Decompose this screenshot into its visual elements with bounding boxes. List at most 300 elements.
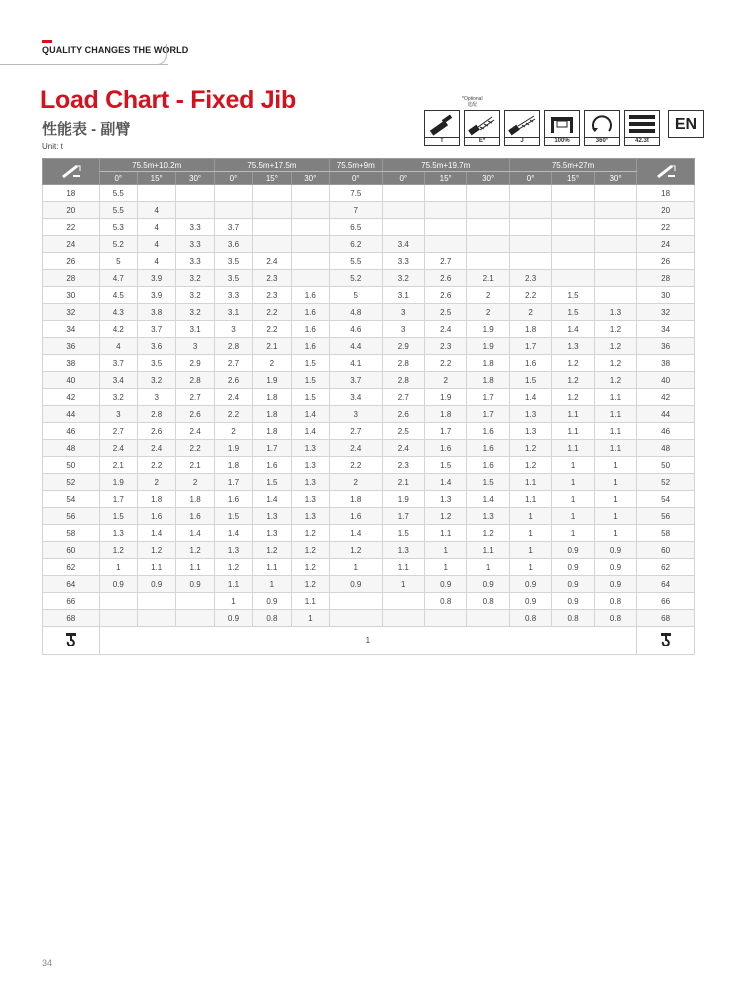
radius-cell: 38 [43,355,100,372]
load-cell [424,202,466,219]
load-cell: 1.5 [509,372,551,389]
table-row [43,270,695,287]
load-cell: 2.1 [382,474,424,491]
radius-cell: 28 [637,270,695,287]
load-cell: 1.6 [137,508,175,525]
load-cell: 2.7 [330,423,383,440]
telescopic-icon [424,110,460,146]
load-cell: 1.4 [552,321,594,338]
load-cell [291,185,329,202]
load-cell [509,219,551,236]
load-cell: 0.9 [509,593,551,610]
load-cell: 3.1 [176,321,214,338]
load-cell [424,185,466,202]
radius-cell: 66 [637,593,695,610]
page-subtitle: 性能表 - 副臂 [42,121,131,138]
table-row [43,236,695,253]
jib-icon [504,110,540,146]
load-cell: 2.4 [214,389,252,406]
header-divider [0,64,168,65]
load-cell: 1.6 [330,508,383,525]
radius-cell: 64 [637,576,695,593]
hook-icon [43,627,100,655]
load-cell: 2.6 [424,287,466,304]
load-cell: 3.6 [214,236,252,253]
outrigger-icon [544,110,580,146]
load-cell: 1 [552,508,594,525]
load-cell: 1 [552,474,594,491]
load-cell: 2.2 [214,406,252,423]
load-cell: 1 [552,525,594,542]
load-cell: 1.4 [291,423,329,440]
load-cell [467,219,509,236]
load-cell: 2.2 [330,457,383,474]
load-cell: 1.7 [253,440,291,457]
table-row [43,525,695,542]
load-cell: 3 [382,321,424,338]
icon-label: 360° [584,137,620,146]
radius-cell: 36 [637,338,695,355]
load-cell: 1.2 [552,372,594,389]
table-row [43,304,695,321]
load-cell: 0.9 [253,593,291,610]
table-row [43,253,695,270]
load-cell [382,185,424,202]
table-row [43,287,695,304]
load-cell: 1.2 [552,355,594,372]
load-cell: 1 [214,593,252,610]
load-cell: 0.8 [509,610,551,627]
load-cell [509,185,551,202]
load-chart-table [42,158,695,655]
load-cell [594,185,636,202]
load-cell: 3.3 [382,253,424,270]
load-cell [552,219,594,236]
load-cell: 1.2 [253,542,291,559]
load-cell: 1.6 [176,508,214,525]
load-cell: 2.2 [137,457,175,474]
radius-cell: 30 [43,287,100,304]
angle-header: 30° [467,172,509,185]
radius-cell: 58 [637,525,695,542]
load-cell: 3.7 [99,355,137,372]
table-row [43,474,695,491]
angle-header: 15° [253,172,291,185]
table-row [43,406,695,423]
load-cell: 1 [509,542,551,559]
table-row [43,423,695,440]
load-cell: 1.8 [424,406,466,423]
load-cell: 0.8 [253,610,291,627]
load-cell: 1.1 [176,559,214,576]
angle-header: 0° [99,172,137,185]
load-cell: 1.4 [467,491,509,508]
table-row [43,185,695,202]
load-cell: 1.2 [594,372,636,389]
load-cell: 3 [176,338,214,355]
load-cell: 2.2 [424,355,466,372]
radius-cell: 58 [43,525,100,542]
load-cell: 2.4 [330,440,383,457]
load-cell: 1.5 [291,372,329,389]
load-cell: 1.1 [382,559,424,576]
load-cell: 2 [509,304,551,321]
rotation-icon [584,110,620,146]
load-cell: 3.2 [382,270,424,287]
load-cell: 0.9 [467,576,509,593]
load-cell: 1.3 [214,542,252,559]
load-cell: 0.9 [594,576,636,593]
load-cell [467,610,509,627]
table-row [43,389,695,406]
load-cell: 3.4 [330,389,383,406]
load-cell: 1.3 [467,508,509,525]
load-cell: 0.9 [424,576,466,593]
load-cell [509,202,551,219]
load-cell: 1.1 [552,440,594,457]
load-cell: 1.9 [424,389,466,406]
radius-cell: 46 [637,423,695,440]
table-row [43,542,695,559]
page-title: Load Chart - Fixed Jib [40,86,296,114]
table-row [43,576,695,593]
load-cell: 2.3 [509,270,551,287]
table-row [43,338,695,355]
load-cell: 1.4 [509,389,551,406]
radius-cell: 44 [637,406,695,423]
load-cell: 2.7 [99,423,137,440]
radius-cell: 60 [637,542,695,559]
load-cell [594,236,636,253]
angle-header: 30° [176,172,214,185]
load-cell: 1 [594,474,636,491]
group-header: 75.5m+9m [330,159,383,172]
group-header: 75.5m+10.2m [99,159,214,172]
load-cell [509,253,551,270]
load-cell: 3 [99,406,137,423]
optional-note [462,96,483,108]
load-cell: 2 [467,304,509,321]
load-cell: 1.7 [424,423,466,440]
counterweight-icon [624,110,660,146]
angle-header: 15° [552,172,594,185]
load-cell: 7 [330,202,383,219]
load-cell: 0.8 [594,610,636,627]
load-cell: 2.3 [253,270,291,287]
load-cell [137,185,175,202]
load-cell: 2.7 [424,253,466,270]
load-cell: 1.5 [99,508,137,525]
load-cell: 0.9 [594,542,636,559]
load-cell [137,610,175,627]
radius-cell: 62 [43,559,100,576]
radius-cell: 62 [637,559,695,576]
load-cell: 3.4 [382,236,424,253]
load-cell: 1.3 [509,406,551,423]
radius-cell: 18 [43,185,100,202]
load-cell: 1.6 [214,491,252,508]
load-cell: 2 [176,474,214,491]
load-cell: 1.2 [594,338,636,355]
boom-radius-icon [655,163,677,179]
load-cell: 1.4 [291,406,329,423]
load-cell: 1.6 [291,338,329,355]
load-cell [330,610,383,627]
load-cell: 3.3 [176,219,214,236]
radius-cell: 40 [637,372,695,389]
load-cell: 1.3 [382,542,424,559]
radius-cell: 52 [43,474,100,491]
load-cell: 3.8 [137,304,175,321]
load-cell: 1.3 [594,304,636,321]
load-cell [594,219,636,236]
load-cell [552,270,594,287]
icon-label: J [504,137,540,146]
brand-slogan: QUALITY CHANGES THE WORLD [42,45,189,55]
load-cell [253,185,291,202]
load-cell: 3.9 [137,270,175,287]
radius-cell: 44 [43,406,100,423]
load-cell: 4.6 [330,321,383,338]
load-cell: 1.2 [594,355,636,372]
load-cell [253,236,291,253]
load-cell: 3 [382,304,424,321]
load-cell [253,219,291,236]
load-cell: 1.1 [137,559,175,576]
load-cell: 2 [137,474,175,491]
load-cell: 1.2 [291,559,329,576]
load-cell [467,185,509,202]
load-cell: 3.2 [99,389,137,406]
load-cell: 2.3 [382,457,424,474]
load-cell: 2.6 [137,423,175,440]
load-cell [382,610,424,627]
load-cell [424,219,466,236]
load-cell: 2.1 [176,457,214,474]
load-cell: 2 [214,423,252,440]
table-row [43,593,695,610]
load-cell: 3.5 [214,270,252,287]
load-cell: 1.1 [291,593,329,610]
load-cell: 0.9 [330,576,383,593]
radius-cell: 18 [637,185,695,202]
load-cell: 0.9 [552,559,594,576]
table-row [43,491,695,508]
load-cell: 3.7 [330,372,383,389]
load-cell: 1.4 [214,525,252,542]
load-cell: 2.9 [382,338,424,355]
load-cell [467,236,509,253]
header-divider-curve [148,44,167,65]
radius-cell: 52 [637,474,695,491]
table-row [43,355,695,372]
load-cell: 5.5 [330,253,383,270]
load-cell: 0.9 [176,576,214,593]
load-cell: 0.9 [552,542,594,559]
angle-header: 30° [291,172,329,185]
load-cell: 4 [99,338,137,355]
load-cell: 1 [253,576,291,593]
load-cell [552,202,594,219]
load-cell [176,202,214,219]
angle-header: 0° [382,172,424,185]
load-cell: 1.2 [137,542,175,559]
load-cell: 1 [467,559,509,576]
load-cell: 1.3 [291,440,329,457]
load-cell: 3.3 [176,236,214,253]
load-cell: 1.6 [467,423,509,440]
table-row [43,219,695,236]
load-cell: 3.3 [214,287,252,304]
load-cell: 1.6 [467,457,509,474]
load-cell: 1.8 [509,321,551,338]
load-cell: 0.9 [137,576,175,593]
radius-cell: 60 [43,542,100,559]
load-cell: 1.7 [214,474,252,491]
radius-cell: 50 [637,457,695,474]
load-cell [330,593,383,610]
load-cell [382,593,424,610]
load-cell: 1 [594,525,636,542]
load-cell [594,287,636,304]
config-icons [424,110,704,146]
load-cell: 2.4 [253,253,291,270]
radius-cell: 38 [637,355,695,372]
load-cell: 1.5 [552,287,594,304]
load-cell: 2 [253,355,291,372]
load-cell: 2.7 [214,355,252,372]
load-cell [137,593,175,610]
load-cell: 0.9 [509,576,551,593]
load-cell: 1.7 [467,389,509,406]
load-cell: 2.5 [382,423,424,440]
load-cell [253,202,291,219]
load-cell: 1 [330,559,383,576]
load-cell: 2 [467,287,509,304]
load-cell: 2 [424,372,466,389]
radius-cell: 30 [637,287,695,304]
angle-header: 15° [137,172,175,185]
load-cell: 2.5 [424,304,466,321]
load-cell: 1 [424,559,466,576]
load-cell: 1.7 [509,338,551,355]
load-cell: 0.9 [214,610,252,627]
group-header-row [43,159,695,172]
load-cell: 2.3 [253,287,291,304]
radius-cell: 34 [637,321,695,338]
load-cell: 2.6 [382,406,424,423]
load-cell: 1.2 [291,525,329,542]
load-chart-body [43,185,695,655]
load-cell: 2.4 [382,440,424,457]
load-cell: 1.4 [253,491,291,508]
table-row [43,457,695,474]
load-cell: 1.1 [594,406,636,423]
unit-label: Unit: t [42,142,63,151]
load-cell: 1.1 [552,423,594,440]
load-cell: 5 [330,287,383,304]
reeving-row [43,627,695,655]
load-cell: 1.9 [253,372,291,389]
load-cell: 1.1 [594,423,636,440]
load-cell: 1.9 [99,474,137,491]
load-cell: 1.5 [552,304,594,321]
load-cell: 1.6 [424,440,466,457]
brand-accent-bar [42,40,52,43]
load-cell: 4 [137,202,175,219]
load-cell: 1.3 [99,525,137,542]
load-cell: 1.7 [99,491,137,508]
load-cell [291,253,329,270]
load-cell [176,593,214,610]
load-cell: 2.4 [424,321,466,338]
load-cell: 3.7 [214,219,252,236]
load-cell: 1.4 [424,474,466,491]
load-cell: 3.2 [137,372,175,389]
load-cell: 1.2 [552,389,594,406]
load-cell [291,236,329,253]
load-cell: 0.8 [552,610,594,627]
load-cell: 3.1 [382,287,424,304]
load-cell: 1.3 [552,338,594,355]
load-cell [509,236,551,253]
load-cell: 2.8 [176,372,214,389]
load-cell: 1.2 [467,525,509,542]
load-cell: 4.2 [99,321,137,338]
load-cell: 3.4 [99,372,137,389]
load-cell [99,593,137,610]
radius-cell: 64 [43,576,100,593]
load-cell: 2.6 [214,372,252,389]
load-cell: 1.7 [467,406,509,423]
load-cell [552,253,594,270]
load-cell: 1.2 [330,542,383,559]
load-cell: 2.7 [176,389,214,406]
load-cell: 1.1 [594,440,636,457]
load-cell: 1.3 [253,525,291,542]
load-cell: 1.1 [214,576,252,593]
radius-header-left [43,159,100,185]
radius-cell: 40 [43,372,100,389]
radius-cell: 50 [43,457,100,474]
load-cell: 1.6 [291,304,329,321]
load-cell [424,236,466,253]
load-cell: 2.8 [214,338,252,355]
angle-header: 0° [214,172,252,185]
load-cell: 1.2 [99,542,137,559]
load-cell: 2.1 [99,457,137,474]
load-cell: 1.4 [176,525,214,542]
load-cell: 6.5 [330,219,383,236]
load-cell: 1.2 [291,542,329,559]
load-cell: 2.6 [176,406,214,423]
reeving-value: 1 [99,627,637,655]
radius-cell: 24 [43,236,100,253]
load-cell: 1.6 [291,321,329,338]
load-cell: 1.5 [214,508,252,525]
load-cell: 2.4 [99,440,137,457]
load-cell: 2.3 [424,338,466,355]
load-cell: 1 [99,559,137,576]
load-cell: 3.2 [176,287,214,304]
group-header: 75.5m+17.5m [214,159,329,172]
load-cell: 1.3 [291,457,329,474]
load-cell [214,202,252,219]
load-cell: 1.5 [382,525,424,542]
load-cell: 2.2 [176,440,214,457]
load-cell: 1.2 [291,576,329,593]
load-cell: 4.1 [330,355,383,372]
